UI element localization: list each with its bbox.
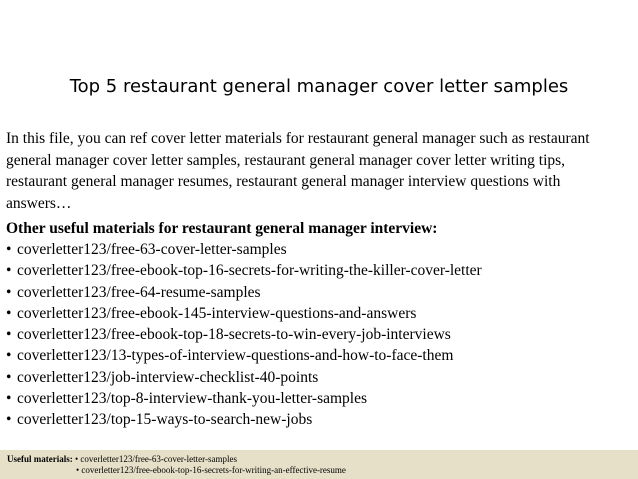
list-item <box>6 282 482 303</box>
list-item <box>6 409 482 430</box>
material-link[interactable]: coverletter123/job-interview-checklist-40-points <box>17 368 319 386</box>
list-item <box>6 324 482 345</box>
bullet-icon: • <box>6 241 12 258</box>
material-link[interactable]: coverletter123/13-types-of-interview-questions-and-how-to-face-them <box>17 347 454 365</box>
bullet-icon: • <box>6 262 12 280</box>
intro-line: answers… <box>6 194 72 212</box>
footer-row <box>7 454 237 465</box>
footer-bar <box>0 450 638 479</box>
bullet-icon: • <box>76 465 80 475</box>
list-item <box>6 388 482 409</box>
bullet-icon: • <box>75 454 79 464</box>
bullet-icon: • <box>6 368 12 386</box>
materials-list <box>6 239 482 431</box>
footer-link[interactable]: coverletter123/free-63-cover-letter-samples <box>80 454 237 464</box>
intro-paragraph <box>6 128 632 214</box>
bullet-icon: • <box>6 347 12 365</box>
bullet-icon: • <box>6 390 12 408</box>
list-item <box>6 345 482 366</box>
material-link[interactable]: coverletter123/free-ebook-top-16-secrets-for-writing-the-killer-cover-letter <box>17 262 482 280</box>
intro-line: general manager cover letter samples, restaurant general manager cover letter writing tips, <box>6 151 566 169</box>
intro-line: In this file, you can ref cover letter materials for restaurant general manager such as restaurant <box>6 130 590 147</box>
footer-row <box>7 465 346 476</box>
list-item <box>6 239 482 260</box>
bullet-icon: • <box>6 411 12 429</box>
material-link[interactable]: coverletter123/free-ebook-top-18-secrets-to-win-every-job-interviews <box>17 326 451 344</box>
bullet-icon: • <box>6 304 12 322</box>
footer-separator: : <box>69 454 75 464</box>
list-item <box>6 367 482 388</box>
materials-heading: Other useful materials for restaurant general manager interview: <box>6 220 438 237</box>
bullet-icon: • <box>6 326 12 344</box>
footer-link[interactable]: coverletter123/free-ebook-top-16-secrets-for-writing-an-effective-resume <box>81 465 346 475</box>
page-title: Top 5 restaurant general manager cover letter samples <box>69 76 569 97</box>
material-link[interactable]: coverletter123/top-15-ways-to-search-new-jobs <box>17 411 313 429</box>
material-link[interactable]: coverletter123/free-63-cover-letter-samples <box>17 241 287 258</box>
list-item <box>6 303 482 324</box>
material-link[interactable]: coverletter123/top-8-interview-thank-you-letter-samples <box>17 390 368 408</box>
list-item <box>6 260 482 281</box>
material-link[interactable]: coverletter123/free-64-resume-samples <box>17 283 261 301</box>
intro-line: restaurant general manager resumes, restaurant general manager interview questions with <box>6 173 561 190</box>
material-link[interactable]: coverletter123/free-ebook-145-interview-questions-and-answers <box>17 304 417 322</box>
bullet-icon: • <box>6 283 12 301</box>
footer-label: Useful materials <box>7 454 70 464</box>
